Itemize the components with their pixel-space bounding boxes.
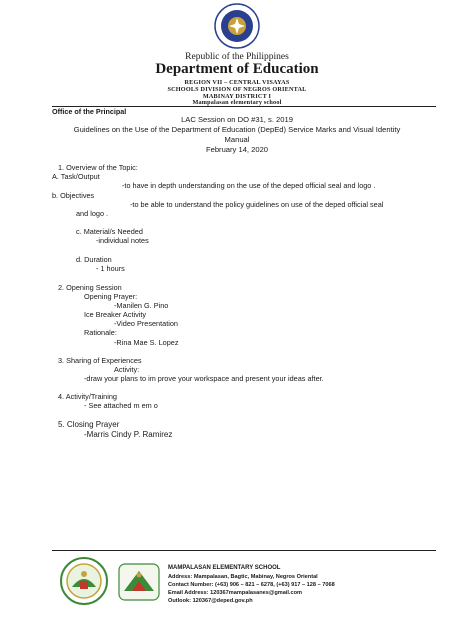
rationale-name: -Rina Mae S. Lopez bbox=[114, 338, 179, 347]
republic-line: Republic of the Philippines bbox=[185, 52, 289, 62]
footer-divider bbox=[52, 550, 436, 551]
section-1-heading: 1. Overview of the Topic: bbox=[58, 163, 138, 172]
footer-address bbox=[168, 574, 318, 580]
activity-text: -draw your plans to im prove your workspace and present your ideas after. bbox=[84, 374, 324, 383]
materials-text: -individual notes bbox=[96, 236, 149, 245]
office-label: Office of the Principal bbox=[52, 107, 127, 116]
section-3-heading: 3. Sharing of Experiences bbox=[58, 356, 142, 365]
section-2-heading: 2. Opening Session bbox=[58, 283, 122, 292]
footer-address-value: Mampalasan, Bagtic, Mabinay, Negros Oriental bbox=[193, 574, 318, 580]
deped-seal-icon bbox=[214, 3, 260, 49]
session-title: LAC Session on DO #31, s. 2019 bbox=[181, 115, 293, 124]
footer-email-label: Email Address: bbox=[168, 590, 209, 596]
footer-outlook bbox=[168, 598, 253, 604]
task-text: -to have in depth understanding on the use of the deped official seal and logo . bbox=[122, 181, 376, 190]
session-date: February 14, 2020 bbox=[205, 145, 269, 154]
section-5-heading: 5. Closing Prayer bbox=[58, 420, 120, 429]
objectives-text-cont: and logo . bbox=[76, 209, 109, 218]
deped-matatag-logo-icon bbox=[118, 563, 160, 601]
task-heading: A. Task/Output bbox=[52, 172, 100, 181]
department-title: Department of Education bbox=[155, 61, 319, 77]
footer-email-value[interactable]: 120367mampalasanes@gmail.com bbox=[210, 590, 302, 596]
objectives-heading: b. Objectives bbox=[52, 191, 95, 200]
region-line: REGION VII – CENTRAL VISAYAS bbox=[184, 79, 290, 86]
district-line: MABINAY DISTRICT I bbox=[202, 93, 272, 100]
school-logo-icon bbox=[60, 557, 108, 605]
school-line: Mampalasan elementary school bbox=[192, 99, 282, 106]
closing-prayer-name: -Marris Cindy P. Ramirez bbox=[84, 430, 173, 439]
materials-heading: c. Material/s Needed bbox=[76, 227, 143, 236]
footer-email bbox=[168, 590, 302, 596]
division-line: SCHOOLS DIVISION OF NEGROS ORIENTAL bbox=[167, 86, 307, 93]
session-subtitle: Guidelines on the Use of the Department of Education (DepEd) Service Marks and Visual Identity bbox=[73, 125, 401, 134]
opening-prayer-label: Opening Prayer: bbox=[84, 292, 138, 301]
duration-heading: d. Duration bbox=[76, 255, 112, 264]
footer-school-name: MAMPALASAN ELEMENTARY SCHOOL bbox=[168, 565, 281, 571]
session-subtitle-cont: Manual bbox=[224, 135, 250, 144]
objectives-text: -to be able to understand the policy guidelines on use of the deped official seal bbox=[130, 200, 384, 209]
duration-text: - 1 hours bbox=[96, 264, 125, 273]
ice-breaker-text: -Video Presentation bbox=[114, 319, 178, 328]
footer-contact-value: (+63) 906 – 821 – 6278, (+63) 917 – 128 – 7068 bbox=[214, 582, 335, 588]
section-4-heading: 4. Activity/Training bbox=[58, 392, 117, 401]
footer-contact-label: Contact Number: bbox=[168, 582, 214, 588]
ice-breaker-label: Ice Breaker Activity bbox=[84, 310, 147, 319]
footer-contact bbox=[168, 582, 335, 588]
opening-prayer-name: -Manilen G. Pino bbox=[114, 301, 169, 310]
section-4-text: - See attached m em o bbox=[84, 401, 158, 410]
activity-label: Activity: bbox=[114, 365, 140, 374]
footer-outlook-label: Outlook: bbox=[168, 598, 191, 604]
footer-address-label: Address: bbox=[168, 574, 193, 580]
footer-outlook-value[interactable]: 120367@deped.gov.ph bbox=[192, 598, 253, 604]
rationale-label: Rationale: bbox=[84, 328, 117, 337]
